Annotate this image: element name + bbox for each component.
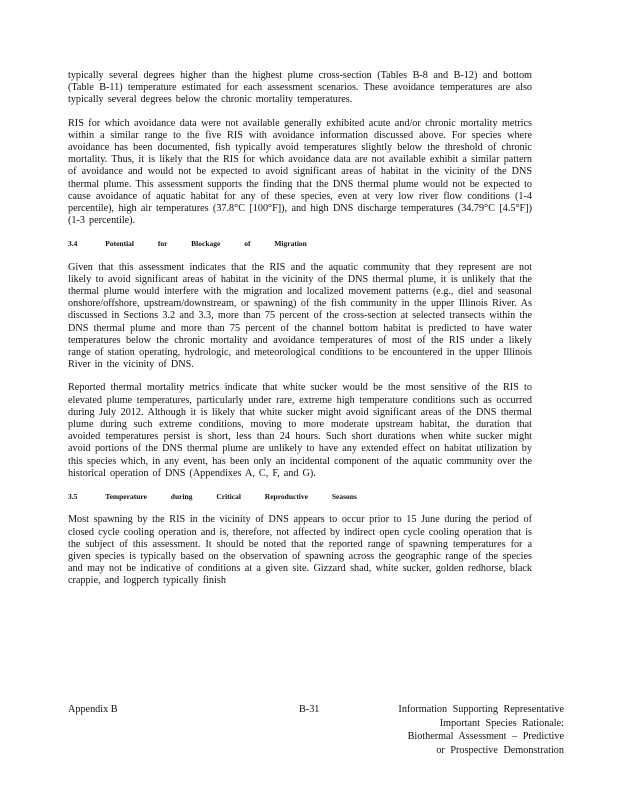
paragraph-spawning: Most spawning by the RIS in the vicinity of DNS appears to occur prior to 15 June during the period of closed cycle cooling operation and is, therefore, not affected by indirect open cycle cooling operation that is the subject of this assessment. It should be noted that the reported range of spawning temperatures for a given species is typically based on the observation of spawning across the geographic range of the species and may not be indicative of conditions at a given site. Gizzard shad, white sucker, golden redhorse, black crappie, and logperch typically finish bbox=[68, 514, 532, 587]
paragraph-avoidance-temperatures: typically several degrees higher than the highest plume cross-section (Tables B-8 and B-12) and bottom (Table B-11) temperature estimated for each assessment scenarios. These avoidance temperatures are also typically several degrees below the chronic mortality temperatures. bbox=[68, 70, 532, 106]
footer-page-number: B-31 bbox=[299, 704, 320, 715]
footer-title-line: Biothermal Assessment – Predictive bbox=[407, 731, 564, 742]
footer-title-line: or Prospective Demonstration bbox=[436, 744, 564, 756]
section-heading-3-4 bbox=[68, 238, 532, 250]
footer-document-title bbox=[364, 703, 564, 757]
section-title: Temperature during Critical Reproductive Seasons bbox=[105, 492, 357, 502]
paragraph-white-sucker: Reported thermal mortality metrics indicate that white sucker would be the most sensitive of the RIS to elevated plume temperatures, particularly under rare, extreme high temperature conditions such as occurred during July 2012. Although it is likely that white sucker might avoid significant areas of the DNS thermal plume during such extreme conditions, moving to more moderate upstream habitat, the duration that avoided temperatures persist is short, less than 24 hours. Such short durations when white sucker might avoid portions of the DNS thermal plume are unlikely to have any extended effect on habitat utilization by this species which, in any event, has been only an incidental component of the aquatic community over the historical operation of DNS (Appendixes A, C, F, and G). bbox=[68, 382, 532, 479]
section-number: 3.5 bbox=[68, 492, 78, 502]
paragraph-migration-blockage: Given that this assessment indicates that the RIS and the aquatic community that they represent are not likely to avoid significant areas of habitat in the vicinity of the DNS thermal plume, it is unlikely that the thermal plume would interfere with the migration and localized movement patterns (e.g., diel and seasonal onshore/offshore, upstream/downstream, or spawning) of the fish community in the upper Illinois River. As discussed in Sections 3.2 and 3.3, more than 75 percent of the cross-section at selected transects within the DNS thermal plume and more than 75 percent of the channel bottom habitat is predicted to have water temperatures below the chronic mortality and avoidance temperatures of most of the RIS under a likely range of station operating, hydrologic, and meteorological conditions to be encountered in the upper Illinois River in the vicinity of DNS. bbox=[68, 261, 532, 371]
section-title: Potential for Blockage of Migration bbox=[105, 239, 307, 249]
section-number: 3.4 bbox=[68, 239, 78, 249]
footer-title-line: Important Species Rationale: bbox=[439, 717, 564, 729]
body-text bbox=[68, 70, 532, 599]
footer-appendix-label: Appendix B bbox=[68, 704, 118, 715]
footer-title-line: Information Supporting Representative bbox=[398, 704, 564, 715]
paragraph-ris-without-avoidance-data: RIS for which avoidance data were not available generally exhibited acute and/or chronic mortality metrics within a similar range to the five RIS with avoidance information discussed above. For species where avoidance has been documented, fish typically avoid temperatures slightly below the threshold of chronic mortality. Thus, it is likely that the RIS for which avoidance data are not available exhibit a similar pattern of avoidance and would not be expected to avoid significant areas of habitat in the vicinity of the DNS thermal plume. This assessment supports the finding that the DNS thermal plume would not be expected to cause avoidance of aquatic habitat for any of these species, even at very low river flow conditions (1-4 percentile), high air temperatures (37.8°C [100°F]), and high DNS discharge temperatures (34.79°C [4.5°F]) (1-3 percentile). bbox=[68, 117, 532, 227]
section-heading-3-5 bbox=[68, 491, 532, 503]
